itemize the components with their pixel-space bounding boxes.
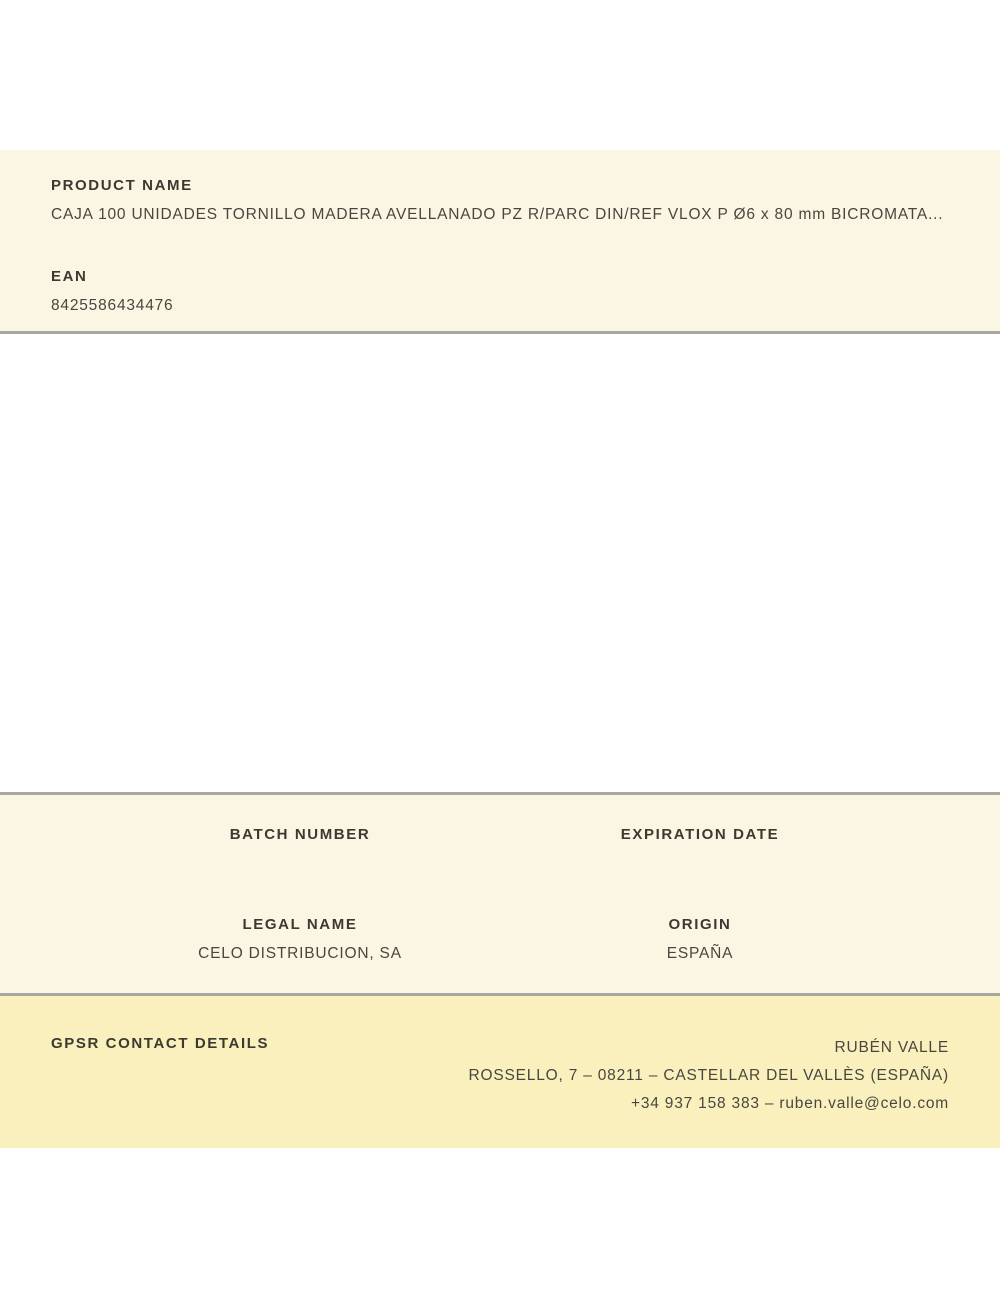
batch-number-field [100, 825, 500, 873]
expiration-date-value [500, 854, 900, 873]
gpsr-contact-section [0, 996, 1000, 1148]
origin-field [500, 915, 900, 963]
gpsr-contact-name: RUBÉN VALLE [834, 1039, 949, 1056]
ean-field [51, 267, 950, 315]
legal-name-label: LEGAL NAME [242, 916, 358, 933]
legal-name-value: CELO DISTRIBUCION, SA [198, 945, 402, 962]
product-info-section [0, 150, 1000, 334]
product-name-field [51, 176, 950, 224]
ean-label: EAN [51, 268, 88, 285]
ean-value: 8425586434476 [51, 297, 174, 314]
expiration-date-label: EXPIRATION DATE [620, 826, 780, 843]
product-name-label: PRODUCT NAME [51, 177, 193, 194]
product-name-value: CAJA 100 UNIDADES TORNILLO MADERA AVELLANADO PZ R/PARC DIN/REF VLOX P Ø6 x 80 mm BICROMATA... [51, 206, 944, 223]
batch-number-label: BATCH NUMBER [229, 826, 371, 843]
gpsr-contact-phone-email: +34 937 158 383 – ruben.valle@celo.com [630, 1095, 949, 1112]
gpsr-contact-block [469, 1034, 949, 1118]
expiration-date-field [500, 825, 900, 873]
gpsr-contact-address: ROSSELLO, 7 – 08211 – CASTELLAR DEL VALLÈS (ESPAÑA) [468, 1067, 949, 1084]
batch-number-value [100, 854, 500, 873]
origin-value: ESPAÑA [666, 945, 734, 962]
batch-info-grid [0, 795, 1000, 963]
legal-name-field [100, 915, 500, 963]
batch-info-section [0, 792, 1000, 996]
gpsr-contact-label: GPSR CONTACT DETAILS [51, 1035, 270, 1052]
origin-label: ORIGIN [668, 916, 732, 933]
